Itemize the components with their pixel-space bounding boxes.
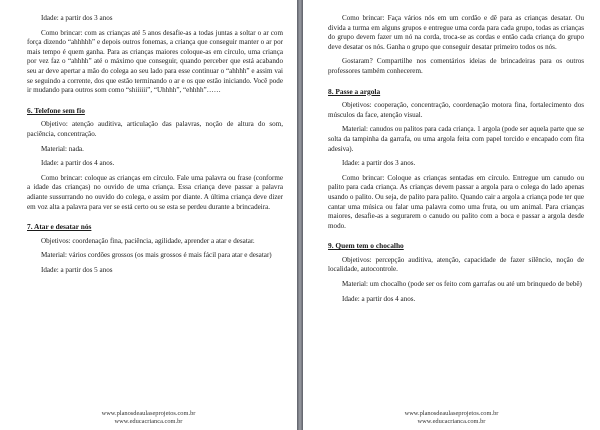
section-6-how-to-play: Como brincar: coloque as crianças em círculo. Fale uma palavra ou frase (conforme a idade das crianças) no ouvido de uma criança. Essa criança deve passar a palavra adiante sussurrando no ouvido do colega, e assim por diante. A última criança deve dizer em voz alta a palavra para ver se está certo ou se esta se perdeu durante a brincadeira. — [27, 173, 283, 211]
section-6-material: Material: nada. — [41, 144, 84, 153]
section-7-material: Material: vários cordões grossos (os mais grossos é mais fácil para atar e desatar) — [41, 251, 272, 260]
intro-how-to-play: Como brincar: com as crianças até 5 anos desafie-as a todas juntas a soltar o ar com força dizendo “ahhhhh” e depois outros fonemas, a criança que conseguir manter o ar por mais tempo é quem ganha. Para as crianças maiores coloque-as em círculo, uma criança por vez faz o “ahhhh” até o máximo que conseguir, quando perceber que está acabando seu ar deve apertar a mão do colega ao seu lado para esse continuar o “ahhhh” e assim vai se seguindo a corrente, dos que estão terminando o ar e os que estão iniciando. Você pode ir mudando para outros som como “shiiiiii”, “Uhhhh”, “ehhhh”…… — [27, 28, 283, 95]
section-7-title: 7. Atar e desatar nós — [27, 222, 92, 232]
section-8-objective: Objetivos: cooperação, concentração, coordenação motora fina, fortalecimento dos músculos da face, atenção visual. — [328, 101, 584, 119]
footer-link-planos: www.planosdeaulaseprojetos.com.br — [404, 410, 499, 417]
footer-link-educacrianca: www.educacrianca.com.br — [114, 418, 183, 425]
section-7-age: Idade: a partir dos 5 anos — [41, 265, 113, 274]
section-9-age: Idade: a partir dos 4 anos. — [342, 294, 416, 303]
footer-link-planos: www.planosdeaulaseprojetos.com.br — [101, 410, 196, 417]
left-page — [0, 0, 297, 430]
section-7-how-to-play: Como brincar: Faça vários nós em um cordão e dê para as crianças desatar. Ou divida a turma em alguns grupos e entregue uma corda para cada grupo, todas as crianças do grupo devem fazer um nó na corda, troca-se as cordas e então cada criança do grupo deve desatar os nós. Ganha o grupo que conseguir desatar primeiro todos os nós. — [328, 14, 584, 51]
section-9-title: 9. Quem tem o chocalho — [328, 241, 404, 251]
section-8-age: Idade: a partir dos 3 anos. — [342, 159, 416, 168]
liked-note: Gostaram? Compartilhe nos comentários ideias de brincadeiras para os outros professores também conhecerem. — [328, 57, 584, 75]
section-8-title: 8. Passe a argola — [328, 86, 381, 96]
section-8-how-to-play: Como brincar: Coloque as crianças sentadas em círculo. Entregue um canudo ou palito para cada criança. As crianças devem passar a argola para o colega do lado apenas usando o palito. Ou seja, de palito para palito. Quando cair a argola a criança pode ter que cantar uma música ou falar uma palavra como uma fruta, ou um animal. Para crianças maiores, desafie-as a segurarem o canudo ou palito com a boca e passar a argola desde modo. — [328, 173, 584, 230]
section-6-title: 6. Telefone sem fio — [27, 105, 85, 115]
section-6-objective: Objetivo: atenção auditiva, articulação das palavras, noção de altura do som, paciência, concentração. — [27, 120, 283, 138]
section-9-objective: Objetivos: percepção auditiva, atenção, capacidade de fazer silêncio, noção de localidade, autocontrole. — [328, 255, 584, 274]
intro-age: Idade: a partir dos 3 anos — [41, 14, 113, 22]
footer-link-educacrianca: www.educacrianca.com.br — [417, 418, 486, 425]
right-footer — [303, 410, 600, 426]
left-footer — [0, 410, 297, 426]
section-6-age: Idade: a partir dos 4 anos. — [41, 159, 115, 168]
section-7-objective: Objetivos: coordenação fina, paciência, agilidade, aprender a atar e desatar. — [41, 236, 255, 245]
right-page — [303, 0, 600, 430]
section-9-material: Material: um chocalho (pode ser os feito com garrafas ou até um brinquedo de bebê) — [342, 280, 582, 289]
section-8-material: Material: canudos ou palitos para cada criança. 1 argola (pode ser aquela parte que se solta da tampinha da garrafa, ou uma argola feita com papel torcido e encapado com fita adesiva). — [328, 125, 584, 153]
